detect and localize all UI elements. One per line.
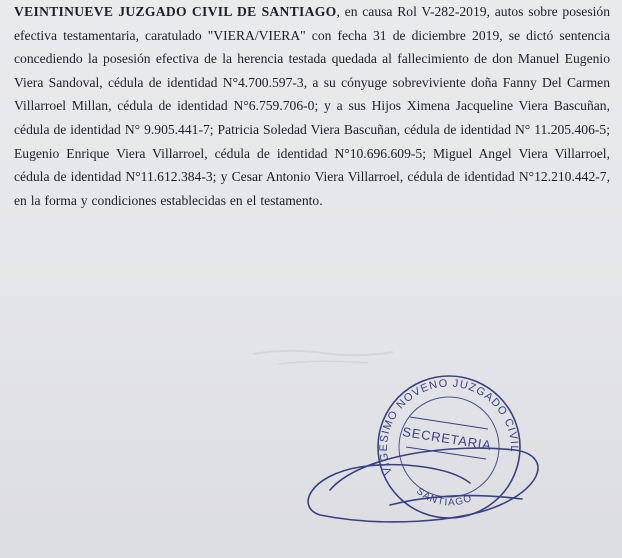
notice-body: , en causa Rol V-282-2019, autos sobre posesión efectiva testamentaria, caratulado "VIERA/VIERA" con fecha 31 de diciembre 2019, se dictó sentencia concediendo la posesión efectiva de la herencia testada quedada al fallecimiento de don Manuel Eugenio Viera Sandoval, cédula de identidad N°4.700.597-3, a su cónyuge sobreviviente doña Fanny Del Carmen Villarroel Millan, cédula de identidad N°6.759.706-0; y a sus Hijos Ximena Jacqueline Viera Bascuñan, cédula de identidad N° 9.905.441-7; Patricia Soledad Viera Bascuñan, cédula de identidad N° 11.205.406-5; Eugenio Enrique Viera Villarroel, cédula de identidad N°10.696.609-5; Miguel Angel Viera Villarroel, cédula de identidad N°11.612.384-3; y Cesar Antonio Viera Villarroel, cédula de identidad N°12.210.442-7, en la forma y condiciones establecidas en el testamento. (14, 4, 610, 208)
signature-mark (308, 448, 538, 522)
court-stamp (300, 355, 560, 555)
stamp-center-text: SECRETARIA (401, 424, 493, 453)
notice-paragraph (14, 0, 610, 212)
document-page (14, 0, 610, 212)
stamp-ring-text: VIGESIMO NOVENO JUZGADO CIVIL (377, 377, 521, 477)
court-name: VEINTINUEVE JUZGADO CIVIL DE SANTIAGO (14, 4, 337, 19)
stamp-bottom-text: SANTIAGO (414, 485, 475, 509)
